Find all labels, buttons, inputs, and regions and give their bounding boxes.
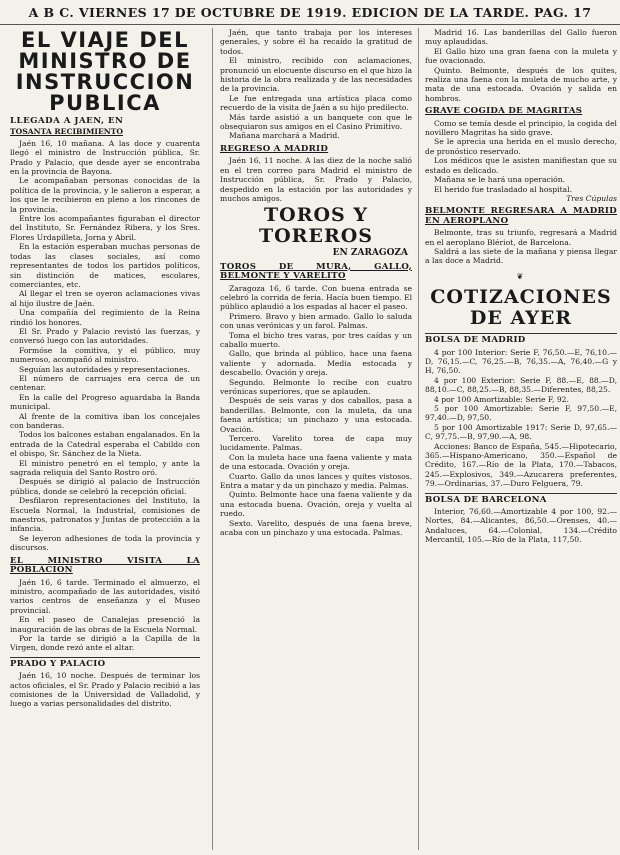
paragraph: Le acompañaban personas conocidas de la política de la provincia, y le salieron a esperar, a los que le recibieron en pleno a los rincones de la provincia. bbox=[10, 176, 200, 214]
paragraph: Formóse la comitiva, y el público, muy numeroso, acompañó al ministro. bbox=[10, 345, 200, 365]
paragraph: Belmonte, tras su triunfo, regresará a Madrid en el aeroplano Blériot, de Barcelona. bbox=[425, 228, 617, 247]
section-body bbox=[10, 671, 200, 709]
article-body bbox=[220, 28, 412, 141]
section-body bbox=[10, 578, 200, 653]
paragraph: Segundo. Belmonte lo recibe con cuatro verónicas superiores, que se aplauden. bbox=[220, 377, 412, 396]
section-heading: TOROS DE MURA, GALLO, BELMONTE Y VARELITO bbox=[220, 261, 412, 282]
paragraph: Toma el bicho tres varas, por tres caídas y un caballo muerto. bbox=[220, 330, 412, 349]
paragraph: En la estación esperaban muchas personas de todas las clases sociales, así como representantes de todos los partidos políticos, sin distinción de matices, escolares, comerciantes, etc. bbox=[10, 242, 200, 289]
article-subtitle: EN ZARAGOZA bbox=[332, 248, 408, 259]
paragraph: Jaén 16, 10 mañana. A las doce y cuarenta llegó el ministro de Instrucción pública, Sr. Prado y Palacio, que desde ayer se encontraba en la provincia de Bayona. bbox=[10, 138, 200, 177]
paragraph: El Sr. Prado y Palacio revistó las fuerzas, y conversó luego con las autoridades. bbox=[10, 326, 200, 346]
paragraph: Por la tarde se dirigió a la Capilla de la Virgen, donde rezó ante el altar. bbox=[10, 633, 200, 653]
article-body bbox=[425, 28, 617, 103]
paragraph: Se le aprecia una herida en el muslo derecho, de pronóstico reservado. bbox=[425, 137, 617, 156]
section-body bbox=[425, 228, 617, 266]
paragraph: Más tarde asistió a un banquete con que le obsequiaron sus amigos en el Casino Primitivo. bbox=[220, 112, 412, 132]
paragraph: 4 por 100 Amortizable: Serie F, 92. bbox=[434, 394, 569, 404]
paragraph: Acciones: Banco de España, 545.—Hipotecario, 365.—Hispano-Americano, 350.—Español de Crédito, 167.—Río de la Plata, 170.—Tabacos, 245.—Explosivos, 349.—Azucarera preferentes, 79.—Ordinarias, 37.—Duro Felguera, 79. bbox=[425, 441, 617, 489]
column-rule bbox=[418, 28, 419, 850]
paragraph: Saldrá a las siete de la mañana y piensa llegar a las doce a Madrid. bbox=[425, 246, 617, 266]
paragraph: Jaén 16, 10 noche. Después de terminar los actos oficiales, el Sr. Prado y Palacio recibió a las comisiones de la Universidad de Valladolid, y luego a varias personalidades del distrito. bbox=[10, 671, 200, 709]
paragraph: Mañana marchará a Madrid. bbox=[229, 131, 340, 141]
paragraph: Quinto. Belmonte hace una faena valiente y da una estocada buena. Ovación, oreja y vuelta al ruedo. bbox=[220, 490, 412, 519]
paragraph: Tercero. Varelito torea de capa muy lucidamente. Palmas. bbox=[220, 434, 412, 453]
page-header bbox=[0, 4, 620, 25]
paragraph: El ministro penetró en el templo, y ante la sagrada reliquia del Santo Rostro oró. bbox=[10, 458, 200, 478]
paragraph: El herido fue trasladado al hospital. bbox=[434, 184, 573, 194]
section-heading: BELMONTE REGRESARA A MADRID EN AEROPLANO bbox=[425, 206, 617, 226]
signature: Tres Cúpulas bbox=[566, 193, 617, 203]
paragraph: Desfilaron representaciones del Instituto, la Escuela Normal, la Industrial, comisiones de maestros, patronatos y Juntas de protección a la infancia. bbox=[10, 496, 200, 534]
paragraph: Los médicos que le asisten manifiestan que su estado es delicado. bbox=[425, 156, 617, 175]
paragraph: Entre los acompañantes figuraban el director del Instituto, Sr. Fernández Ribera, y los Sres. Flores Urdapilleta, Jorna y Abril. bbox=[10, 214, 200, 242]
paragraph: Jaén, que tanto trabaja por los intereses generales, y sobre él ha recaído la gratitud de todos. bbox=[220, 28, 412, 56]
section-heading: PRADO Y PALACIO bbox=[10, 657, 200, 669]
paragraph: Después de seis varas y dos caballos, pasa a banderillas. Belmonte, con la muleta, da una faena artística; un pinchazo y una estocada. Ovación. bbox=[220, 396, 412, 434]
section-heading: REGRESO A MADRID bbox=[220, 143, 329, 154]
paragraph: Al frente de la comitiva iban los concejales con banderas. bbox=[10, 411, 200, 430]
paragraph: Jaén 16, 6 tarde. Terminado el almuerzo, el ministro, acompañado de las autoridades, visitó varios centros de enseñanza y el Museo provincial. bbox=[10, 577, 200, 615]
section-body bbox=[425, 348, 617, 489]
paragraph: Al llegar el tren se oyeron aclamaciones vivas al hijo ilustre de Jaén. bbox=[10, 289, 200, 308]
paragraph: Se leyeron adhesiones de toda la provincia y discursos. bbox=[10, 533, 200, 553]
paragraph: 5 por 100 Amortizable 1917: Serie D, 97,65.—C, 97,75.—B, 97,90.—A, 98. bbox=[425, 422, 617, 442]
section-body bbox=[425, 119, 617, 194]
section-body bbox=[220, 284, 412, 538]
section-body bbox=[425, 507, 617, 545]
section-body bbox=[220, 156, 412, 203]
paragraph: El ministro, recibido con aclamaciones, pronunció un elocuente discurso en el que hizo la historia de la obra realizada y de las necesidades de la provincia. bbox=[220, 56, 412, 94]
paragraph: Quinto. Belmonte, después de los quites, realiza una faena con la muleta de mucho arte, y mata de una estocada. Ovación y salida en hombros. bbox=[425, 65, 617, 103]
paragraph: Cuarto. Gallo da unos lances y quites vistosos. Entra a matar y da un pinchazo y media. Palmas. bbox=[220, 471, 412, 491]
section-heading: GRAVE COGIDA DE MAGRITAS bbox=[425, 106, 583, 117]
paragraph: Seguían las autoridades y representaciones. bbox=[19, 364, 190, 374]
section-heading: EL MINISTRO VISITA LA POBLACION bbox=[10, 555, 200, 576]
paragraph: Como se temía desde el principio, la cogida del novillero Magritas ha sido grave. bbox=[425, 118, 617, 138]
paragraph: Le fue entregada una artística placa como recuerdo de la visita de Jaén a su hijo predilecto. bbox=[220, 93, 412, 113]
paragraph: Sexto. Varelito, después de una faena breve, acaba con un pinchazo y una estocada. Palmas. bbox=[220, 518, 412, 538]
paragraph: El Gallo hizo una gran faena con la muleta y fue ovacionado. bbox=[425, 46, 617, 66]
section-heading: BOLSA DE BARCELONA bbox=[425, 493, 617, 505]
paragraph: Con la muleta hace una faena valiente y mata de una estocada. Ovación y oreja. bbox=[220, 452, 412, 472]
kicker: TOSANTA RECIBIMIENTO bbox=[10, 127, 123, 137]
paragraph: Una compañía del regimiento de la Reina rindió los honores. bbox=[10, 308, 200, 327]
paragraph: El número de carruajes era cerca de un centenar. bbox=[10, 373, 200, 393]
column-right bbox=[425, 28, 617, 850]
header-text: A B C. VIERNES 17 DE OCTUBRE DE 1919. EDICION DE LA TARDE. PAG. 17 bbox=[28, 5, 592, 20]
column-rule bbox=[212, 28, 213, 850]
paragraph: Madrid 16. Las banderillas del Gallo fueron muy aplaudidas. bbox=[425, 28, 617, 47]
paragraph: Gallo, que brinda al público, hace una faena valiente y adornada. Media estocada y descabello. Ovación y oreja. bbox=[220, 349, 412, 378]
dateline: LLEGADA A JAEN, EN bbox=[10, 116, 124, 126]
paragraph: En el paseo de Canalejas presenció la inauguración de las obras de la Escuela Normal. bbox=[10, 615, 200, 634]
section-heading: BOLSA DE MADRID bbox=[425, 333, 617, 345]
column-middle bbox=[220, 28, 412, 850]
column-left bbox=[10, 28, 200, 850]
article-title: COTIZACIONES DE AYER bbox=[430, 286, 612, 330]
paragraph: 4 por 100 Interior: Serie F, 76,50.—E, 76,10.—D, 76,15.—C, 76,25.—B, 76,35.—A, 76,40.—G y H, 76,50. bbox=[425, 347, 617, 376]
paragraph: Mañana se le hará una operación. bbox=[434, 175, 566, 185]
paragraph: Interior, 76,60.—Amortizable 4 por 100, 92.—Nortes, 84.—Alicantes, 86,50.—Orenses, 40.—Andaluces, 64.—Colonial, 134.—Crédito Mercantil, 105.—Río de la Plata, 117,50. bbox=[425, 507, 617, 545]
paragraph: Todos los balcones estaban engalanados. En la entrada de la Catedral esperaba el Cabildo con el obispo, Sr. Sánchez de la Nieta. bbox=[10, 430, 200, 459]
paragraph: Primero. Bravo y bien armado. Gallo lo saluda con unas verónicas y un farol. Palmas. bbox=[220, 311, 412, 331]
paragraph: 5 por 100 Amortizable: Serie F, 97,50.—E, 97,40.—D, 97,50. bbox=[425, 404, 617, 423]
paragraph: En la calle del Progreso aguardaba la Banda municipal. bbox=[10, 392, 200, 412]
paragraph: Zaragoza 16, 6 tarde. Con buena entrada se celebró la corrida de feria. Hacía buen tiempo. El público aplaudió a los espadas al hacer el paseo. bbox=[220, 283, 412, 312]
article-body bbox=[10, 139, 200, 553]
paragraph: 4 por 100 Exterior: Serie F, 88.—E, 88.—D, 88,10.—C, 88,25.—B, 88,35.—Diferentes, 88,25. bbox=[425, 375, 617, 395]
article-title: EL VIAJE DEL MINISTRO DE INSTRUCCION PUBLICA bbox=[15, 28, 195, 115]
ornament-icon: ❦ bbox=[516, 271, 526, 281]
paragraph: Jaén 16, 11 noche. A las diez de la noche salió en el tren correo para Madrid el ministro de Instrucción pública, Sr. Prado y Palacio, despedido en la estación por las autoridades y muchos amigos. bbox=[220, 156, 412, 203]
paragraph: Después se dirigió al palacio de Instrucción pública, donde se celebró la recepción oficial. bbox=[10, 477, 200, 496]
article-title: TOROS Y TOREROS bbox=[258, 204, 374, 248]
